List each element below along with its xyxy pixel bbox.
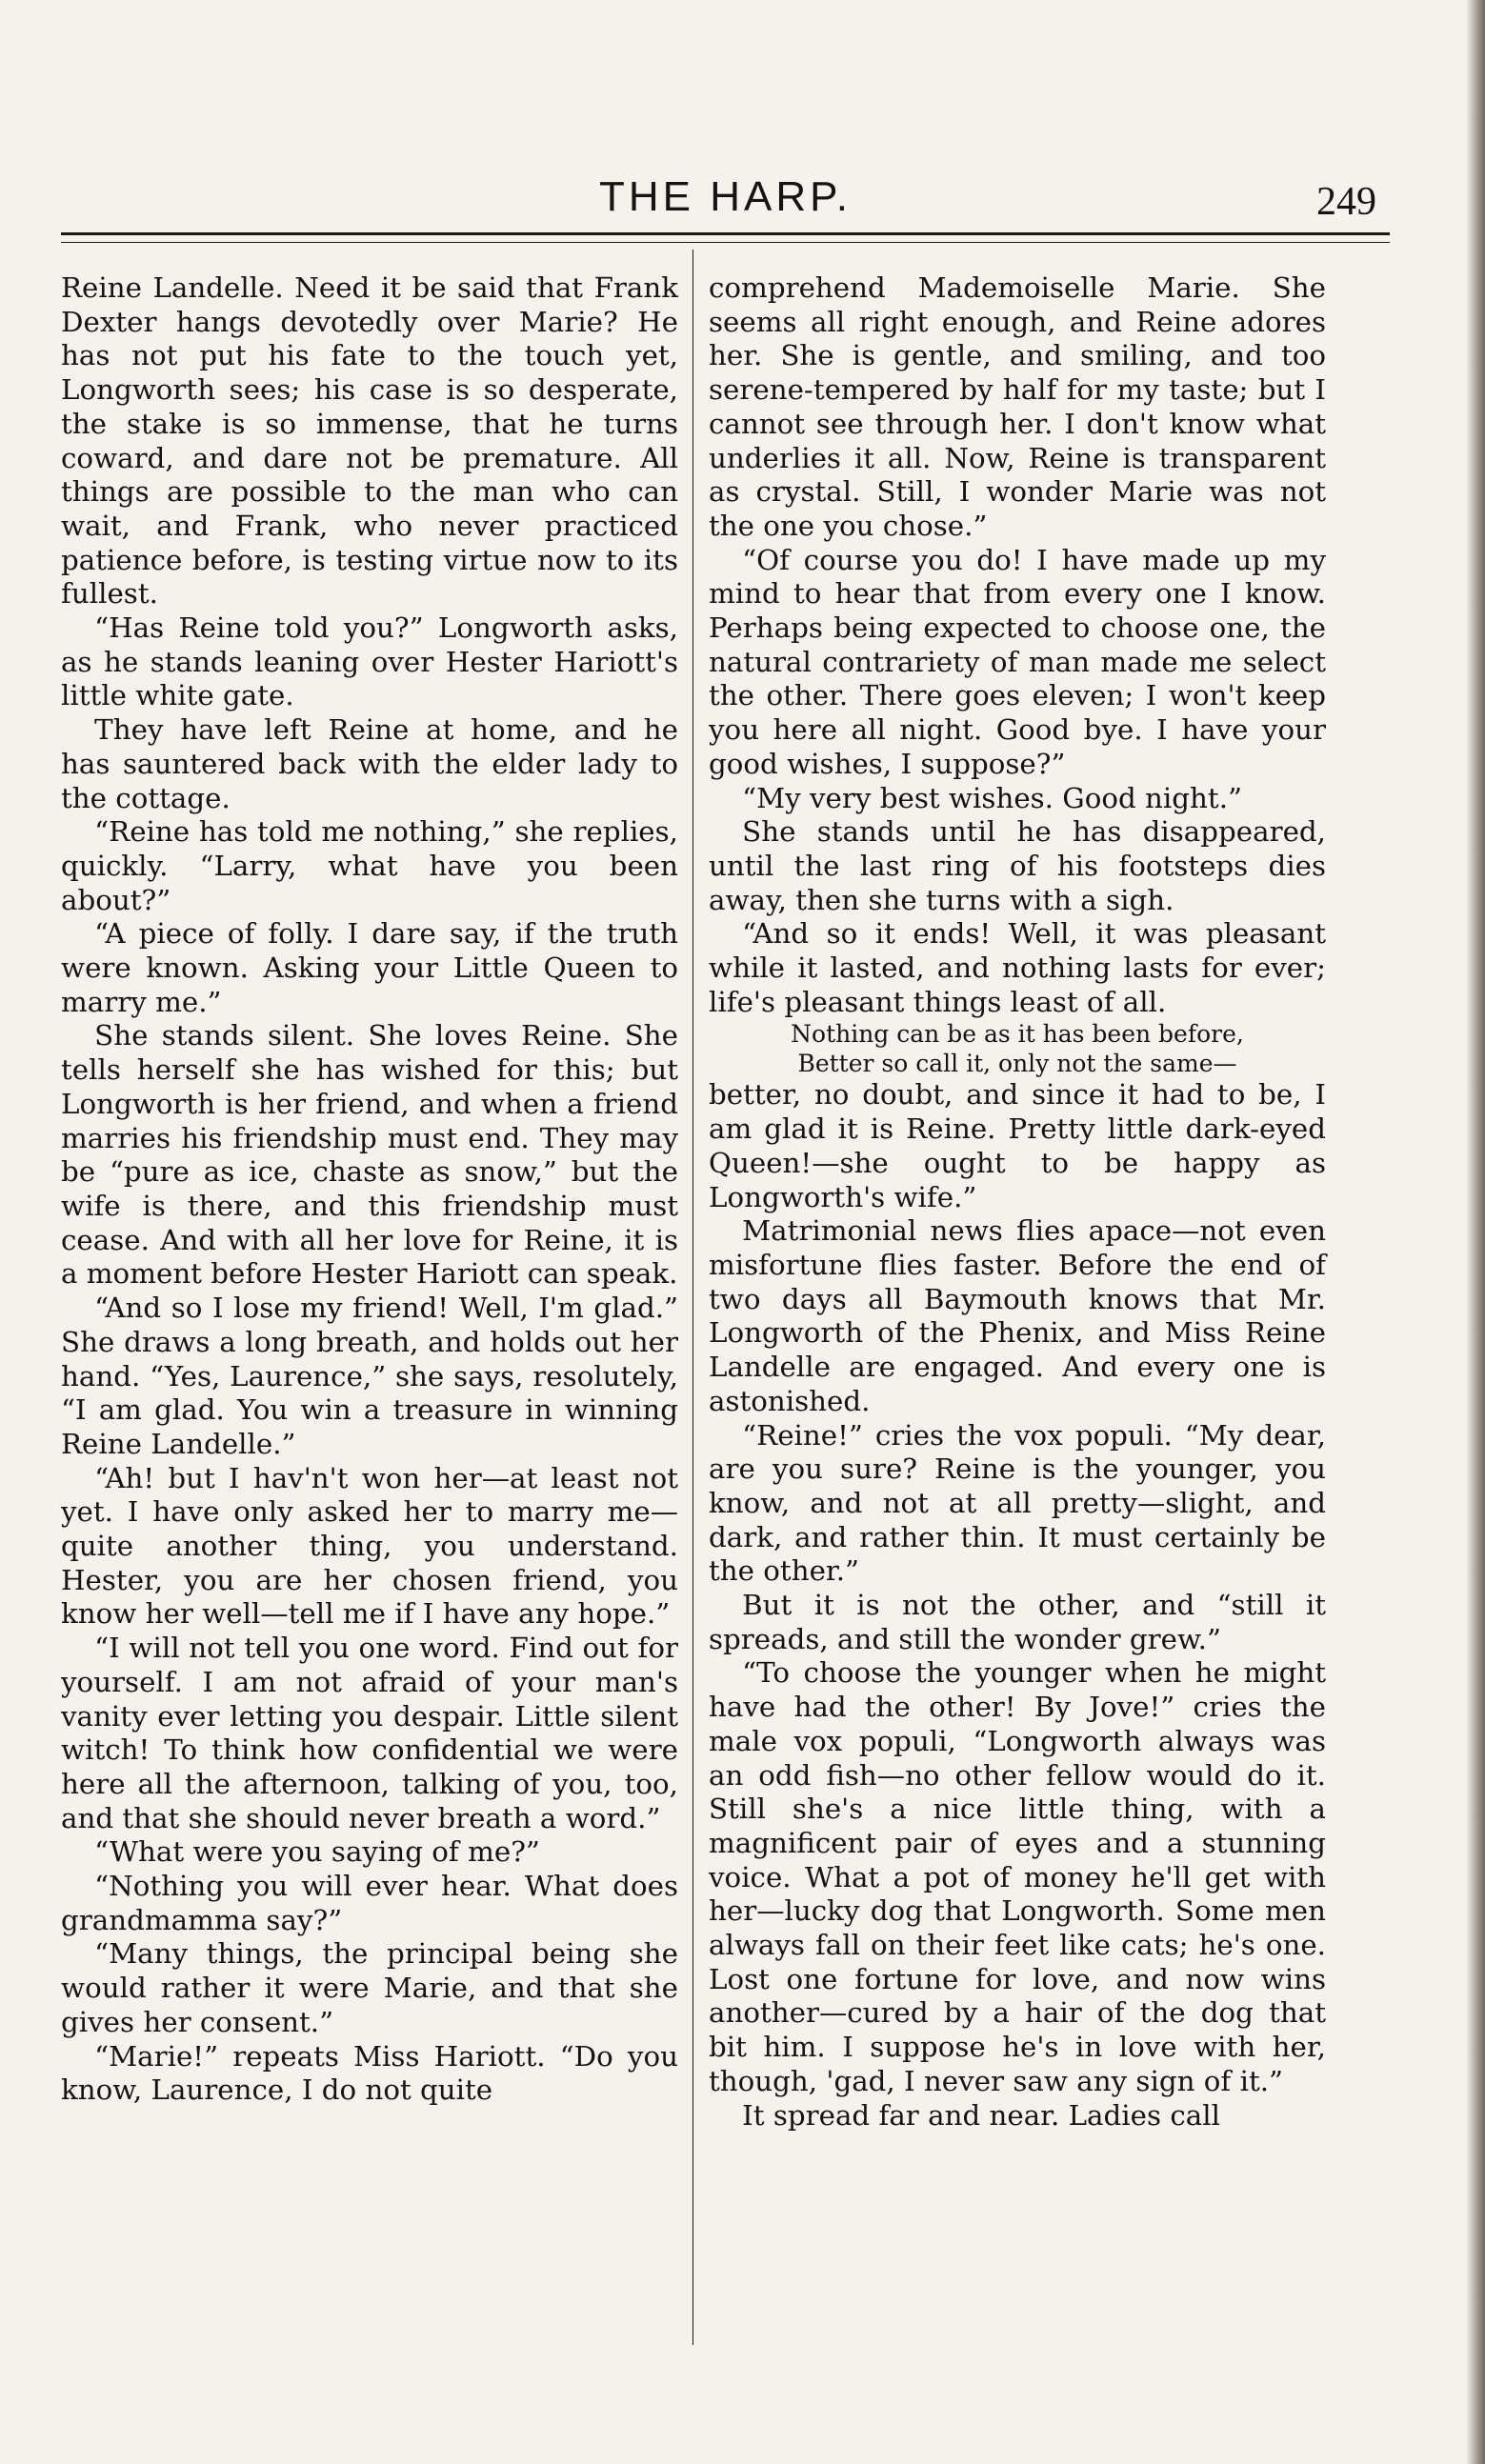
running-title: THE HARP. <box>598 173 853 220</box>
header-rule-thick <box>61 232 1390 235</box>
right-column <box>709 271 1326 2133</box>
page-binding-edge <box>1466 0 1485 2464</box>
paragraph: It spread far and near. Ladies call <box>742 2098 1220 2132</box>
paragraph: Matrimonial news flies apace—not even misfortune flies faster. Before the end of two days all Baymouth knows that Mr. Longworth of the Phenix, and Miss Reine Landelle are engaged. And every one is astonished. <box>709 1214 1326 1417</box>
header-rule-thin <box>61 242 1390 243</box>
page-number: 249 <box>1316 180 1376 224</box>
paragraph: “Nothing you will ever hear. What does grandmamma say?” <box>61 1870 678 1936</box>
paragraph: “My very best wishes. Good night.” <box>742 781 1242 814</box>
paragraph: “And so it ends! Well, it was pleasant while it lasted, and nothing lasts for ever; life's pleasant things least of all. <box>709 917 1326 1018</box>
paragraph: “Of course you do! I have made up my mind to hear that from every one I know. Perhaps being expected to choose one, the natural contrariety of man made me select the other. There goes eleven; I won't keep you here all night. Good bye. I have your good wishes, I suppose?” <box>709 543 1326 780</box>
page-header <box>61 164 1390 230</box>
paragraph: “A piece of folly. I dare say, if the truth were known. Asking your Little Queen to marry me.” <box>61 917 678 1018</box>
paragraph: “Has Reine told you?” Longworth asks, as he stands leaning over Hester Hariott's little white gate. <box>61 611 678 712</box>
paragraph: “I will not tell you one word. Find out for yourself. I am not afraid of your man's vanity ever letting you despair. Little silent witch! To think how confidential we were here all the afternoon, talking of you, too, and that she should never breath a word.” <box>61 1632 678 1834</box>
paragraph: They have left Reine at home, and he has sauntered back with the elder lady to the cottage. <box>61 713 678 814</box>
left-column <box>61 271 678 2108</box>
paragraph: But it is not the other, and “still it spreads, and still the wonder grew.” <box>709 1589 1326 1655</box>
paragraph: “Reine has told me nothing,” she replies, quickly. “Larry, what have you been about?” <box>61 815 678 916</box>
paragraph: “Reine!” cries the vox populi. “My dear, are you sure? Reine is the younger, you know, and not at all pretty—slight, and dark, and rather thin. It must certainly be the other.” <box>709 1418 1326 1588</box>
paragraph: comprehend Mademoiselle Marie. She seems all right enough, and Reine adores her. She is gentle, and smiling, and too serene-tempered by half for my taste; but I cannot see through her. I don't know what underlies it all. Now, Reine is transparent as crystal. Still, I wonder Marie was not the one you chose.” <box>709 271 1326 542</box>
paragraph: “What were you saying of me?” <box>94 1835 540 1869</box>
paragraph: better, no doubt, and since it had to be, I am glad it is Reine. Pretty little dark-eyed Queen!—she ought to be happy as Longworth's wife.” <box>709 1078 1326 1213</box>
paragraph: Reine Landelle. Need it be said that Frank Dexter hangs devotedly over Marie? He has not put his fate to the touch yet, Longworth sees; his case is so desperate, the stake is so immense, that he turns coward, and dare not be premature. All things are possible to the man who can wait, and Frank, who never practiced patience before, is testing virtue now to its fullest. <box>61 271 678 611</box>
paragraph: “Many things, the principal being she would rather it were Marie, and that she gives her consent.” <box>61 1937 678 2038</box>
column-divider <box>692 250 693 2345</box>
paragraph: “Marie!” repeats Miss Hariott. “Do you know, Laurence, I do not quite <box>61 2039 678 2107</box>
paragraph: She stands until he has disappeared, until the last ring of his footsteps dies away, then she turns with a sigh. <box>709 815 1326 916</box>
verse-quote <box>709 1019 1326 1078</box>
verse-line: Nothing can be as it has been before, <box>791 1020 1244 1049</box>
paragraph: She stands silent. She loves Reine. She tells herself she has wished for this; but Longworth is her friend, and when a friend marries his friendship must end. They may be “pure as ice, chaste as snow,” but the wife is there, and this friendship must cease. And with all her love for Reine, it is a moment before Hester Hariott can speak. <box>61 1019 678 1291</box>
verse-line: Better so call it, only not the same— <box>797 1050 1237 1078</box>
paragraph: “Ah! but I hav'n't won her—at least not yet. I have only asked her to marry me—quite another thing, you understand. Hester, you are her chosen friend, you know her well—tell me if I have any hope.” <box>61 1461 678 1631</box>
paragraph: “To choose the younger when he might have had the other! By Jove!” cries the male vox populi, “Longworth always was an odd fish—no other fellow would do it. Still she's a nice little thing, with a magnificent pair of eyes and a stunning voice. What a pot of money he'll get with her—lucky dog that Longworth. Some men always fall on their feet like cats; he's one. Lost one fortune for love, and now wins another—cured by a hair of the dog that bit him. I suppose he's in love with her, though, 'gad, I never saw any sign of it.” <box>709 1656 1326 2097</box>
paragraph: “And so I lose my friend! Well, I'm glad.” She draws a long breath, and holds out her hand. “Yes, Laurence,” she says, resolutely, “I am glad. You win a treasure in winning Reine Landelle.” <box>61 1292 678 1460</box>
